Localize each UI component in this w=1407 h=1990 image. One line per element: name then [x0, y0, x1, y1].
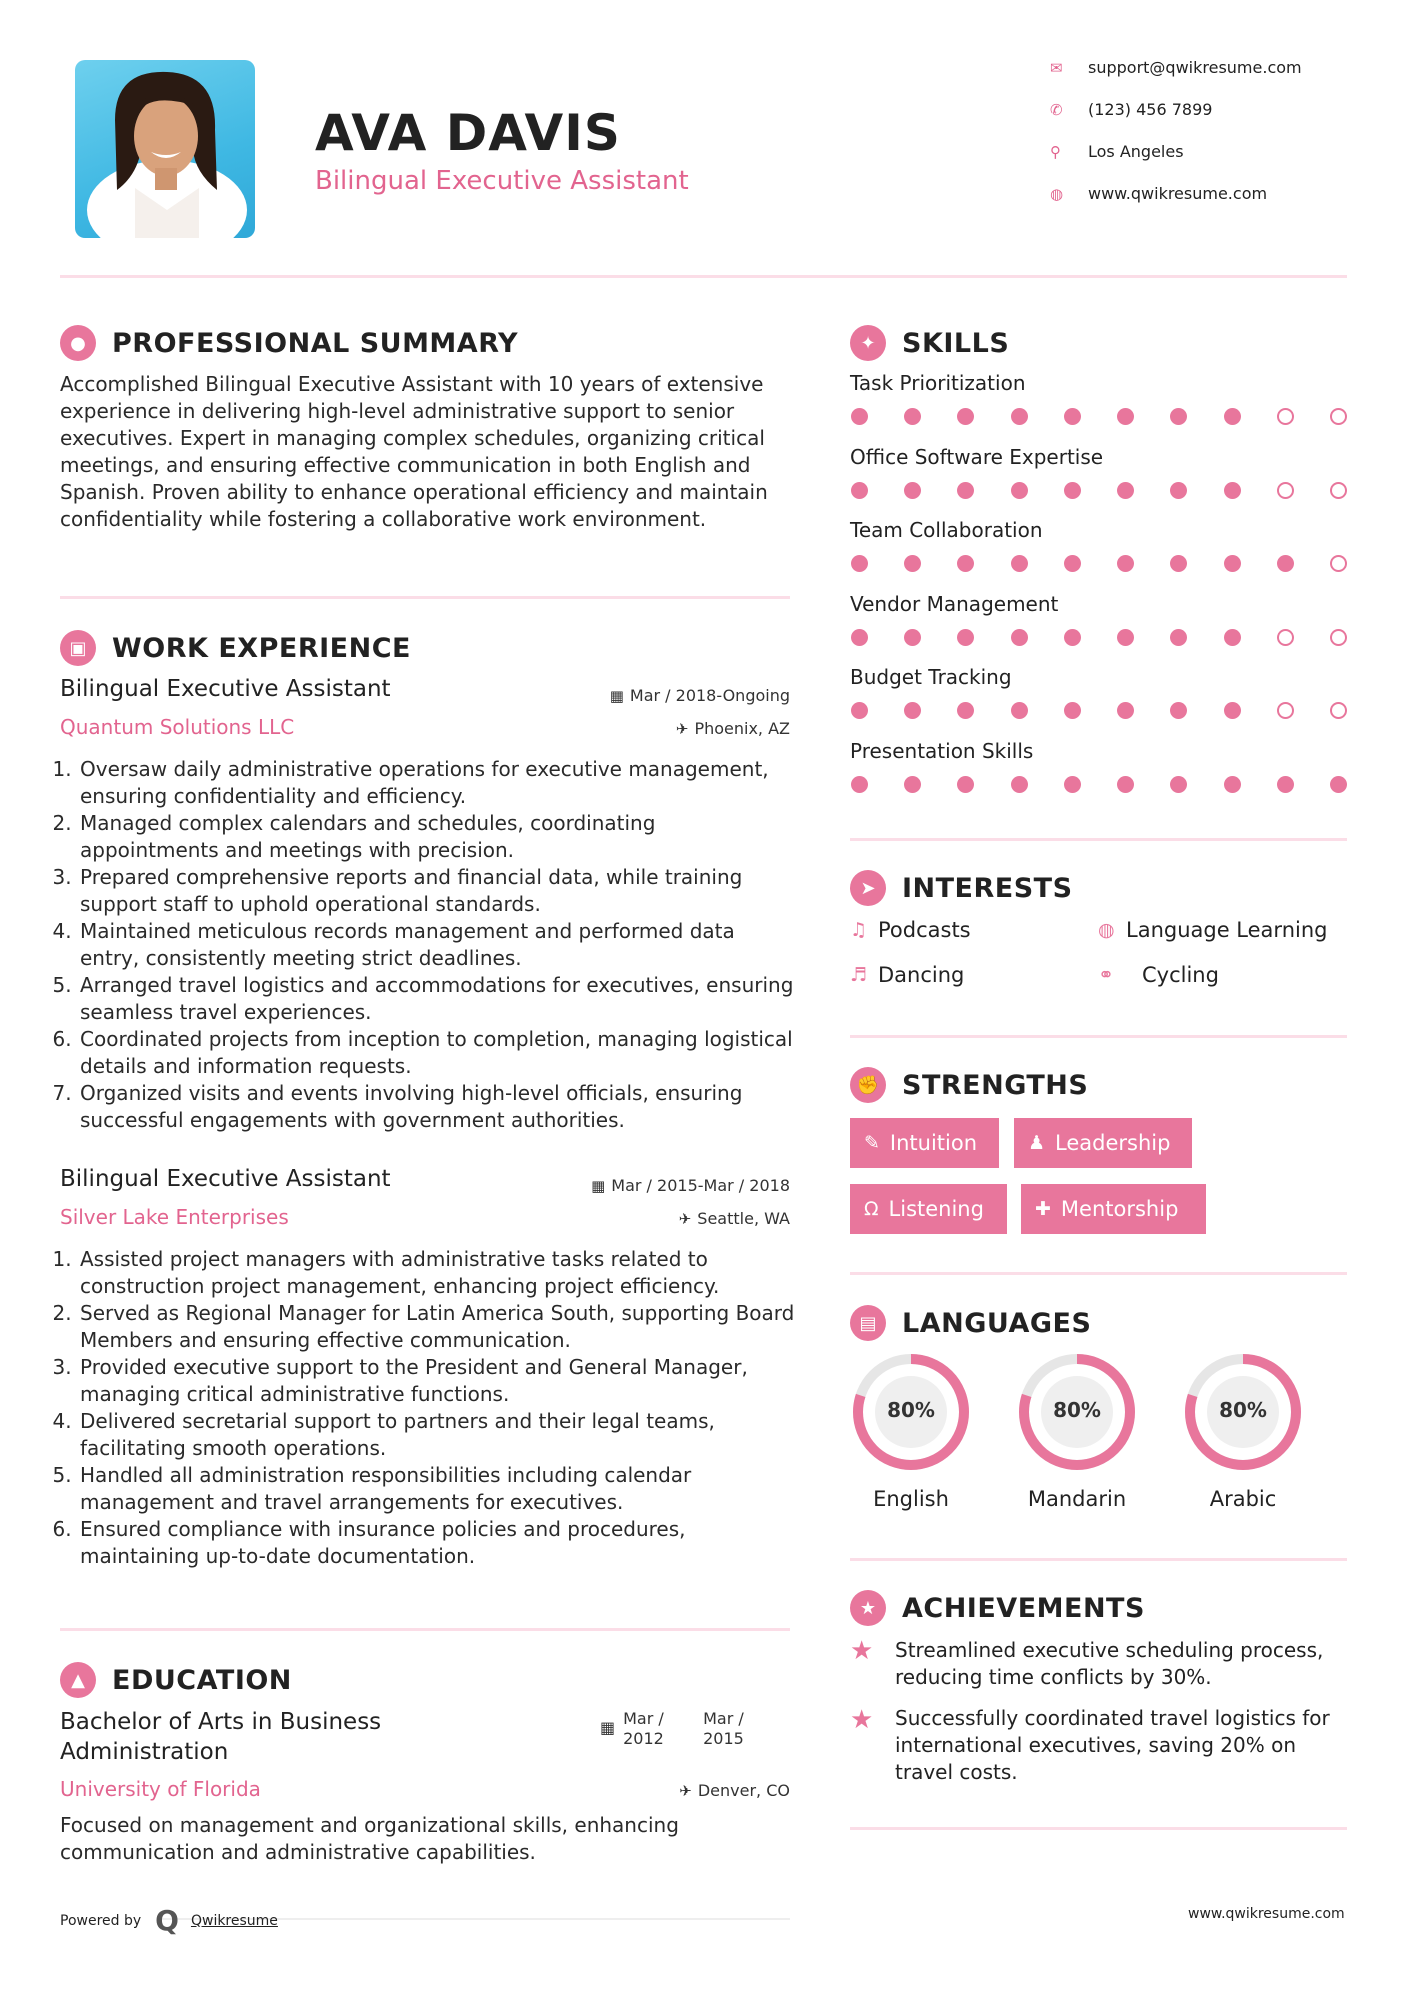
rating-dot-filled: [1117, 555, 1134, 572]
skill-name: Office Software Expertise: [850, 444, 1104, 469]
rating-dot-filled: [1117, 629, 1134, 646]
rating-dot-filled: [1170, 555, 1187, 572]
rating-dot-empty: [1277, 482, 1294, 499]
summary-header: ● PROFESSIONAL SUMMARY: [60, 325, 518, 361]
strengths-header: ✊ STRENGTHS: [850, 1067, 1088, 1103]
list-item: 4. Delivered secretarial support to partners and their legal teams, facilitating smooth operations.: [78, 1408, 798, 1462]
skill-rating: [851, 555, 1347, 572]
skill-name: Task Prioritization: [850, 371, 1026, 395]
fist-icon: ✊: [850, 1067, 886, 1103]
job-location: ✈ Phoenix, AZ: [675, 719, 790, 738]
rating-dot-filled: [904, 482, 921, 499]
school-name: University of Florida: [60, 1777, 261, 1801]
rating-dot-filled: [904, 408, 921, 425]
envelope-icon: ✉: [1050, 58, 1063, 77]
languages-header: ▤ LANGUAGES: [850, 1305, 1091, 1341]
job-bullets: [58, 1246, 798, 1570]
rating-dot-filled: [1170, 702, 1187, 719]
list-item: 2. Served as Regional Manager for Latin America South, supporting Board Members and ensuring effective communication.: [78, 1300, 798, 1354]
contact-website[interactable]: ◍ www.qwikresume.com: [1050, 184, 1268, 203]
rating-dot-filled: [1117, 482, 1134, 499]
rating-dot-filled: [1170, 408, 1187, 425]
rating-dot-filled: [1277, 555, 1294, 572]
strengths-divider: [850, 1272, 1347, 1275]
headphones-icon: Ω: [864, 1198, 879, 1220]
rating-dot-filled: [1011, 555, 1028, 572]
skill-name: Team Collaboration: [850, 518, 1043, 542]
education-text: Focused on management and organizational skills, enhancing communication and administrative capabilities.: [60, 1813, 679, 1864]
candidate-name: AVA DAVIS: [315, 104, 621, 162]
strength-chip: ✚ Mentorship: [1021, 1184, 1206, 1234]
skill-name: Presentation Skills: [850, 738, 1034, 763]
language-name: Arabic: [1209, 1487, 1277, 1511]
calendar-icon: ▦: [600, 1718, 616, 1737]
briefcase-icon: ▣: [60, 630, 96, 666]
pushpin-icon: ✈: [678, 1210, 692, 1228]
globe-icon: ◍: [1050, 184, 1064, 203]
list-item: 6. Coordinated projects from inception to completion, managing logistical details and information requests.: [78, 1026, 798, 1080]
contact-email[interactable]: ✉ support@qwikresume.com: [1050, 58, 1302, 77]
experience-divider: [60, 1628, 790, 1631]
interest-item: ◍ Language Learning: [1098, 918, 1328, 942]
interest-item: ⚭ Cycling: [1098, 963, 1219, 987]
rating-dot-empty: [1277, 702, 1294, 719]
globe-icon: ◍: [1098, 919, 1115, 941]
rating-dot-filled: [1011, 408, 1028, 425]
strength-chip: ♟ Leadership: [1014, 1118, 1192, 1168]
pushpin-icon: ✈: [679, 1782, 692, 1800]
rating-dot-filled: [904, 776, 921, 793]
rating-dot-filled: [851, 482, 868, 499]
paper-plane-icon: ➤: [850, 870, 886, 906]
skills-divider: [850, 838, 1347, 841]
rating-dot-empty: [1330, 408, 1347, 425]
list-item: 2. Managed complex calendars and schedules, coordinating appointments and meetings with precision.: [78, 810, 798, 864]
rating-dot-filled: [904, 555, 921, 572]
rating-dot-filled: [1224, 408, 1241, 425]
list-item: 3. Prepared comprehensive reports and financial data, while training support staff to uphold operational standards.: [78, 864, 798, 918]
star-icon: ★: [850, 1590, 886, 1626]
rating-dot-empty: [1277, 408, 1294, 425]
achievement-item: Successfully coordinated travel logistics for international executives, saving 20% on travel costs.: [895, 1706, 1330, 1784]
rating-dot-empty: [1330, 555, 1347, 572]
interest-item: ♬ Dancing: [850, 963, 965, 987]
rating-dot-filled: [1064, 776, 1081, 793]
summary-divider: [60, 596, 790, 599]
contact-phone[interactable]: ✆ (123) 456 7899: [1050, 100, 1213, 119]
footer-brand-link[interactable]: Qwikresume: [190, 1912, 278, 1929]
degree-title: Bachelor of Arts in Business Administration: [60, 1709, 382, 1765]
rating-dot-filled: [851, 555, 868, 572]
rating-dot-filled: [1170, 482, 1187, 499]
job-location: ✈ Seattle, WA: [678, 1209, 790, 1228]
language-percent: 80%: [887, 1398, 935, 1422]
language-percent: 80%: [1219, 1398, 1267, 1422]
skill-rating: [851, 408, 1347, 425]
header-divider: [60, 275, 1347, 278]
rating-dot-filled: [1011, 776, 1028, 793]
rating-dot-empty: [1330, 482, 1347, 499]
rating-dot-filled: [1117, 408, 1134, 425]
education-header: ▲ EDUCATION: [60, 1662, 292, 1698]
interest-item: ♫ Podcasts: [850, 918, 971, 942]
rating-dot-filled: [851, 702, 868, 719]
map-pin-icon: ⚲: [1050, 142, 1061, 161]
qwikresume-logo-icon: Q: [155, 1904, 179, 1937]
rating-dot-filled: [957, 555, 974, 572]
summary-text: Accomplished Bilingual Executive Assistant with 10 years of extensive experience in delivering high-level administrative support to senior executives. Expert in managing complex schedules, organizing critical meetings, and ensuring effective communication in both English and Spanish. Proven ability to enhance operational efficiency and maintain confidentiality while fostering a collaborative work environment.: [60, 372, 768, 531]
list-item: 5. Handled all administration responsibilities including calendar management and travel arrangements for executives.: [78, 1462, 798, 1516]
language-percent: 80%: [1053, 1398, 1101, 1422]
calendar-icon: ▦: [609, 687, 624, 705]
profile-photo: [75, 60, 255, 238]
list-item: 7. Organized visits and events involving high-level officials, ensuring successful engagements with government authorities.: [78, 1080, 798, 1134]
list-item: 6. Ensured compliance with insurance policies and procedures, maintaining up-to-date documentation.: [78, 1516, 798, 1570]
strength-chip: ✎ Intuition: [850, 1118, 999, 1168]
list-item: 5. Arranged travel logistics and accommodations for executives, ensuring seamless travel experiences.: [78, 972, 798, 1026]
candidate-role: Bilingual Executive Assistant: [315, 166, 689, 196]
rating-dot-filled: [851, 408, 868, 425]
education-location: ✈ Denver, CO: [679, 1781, 790, 1800]
list-item: 3. Provided executive support to the President and General Manager, managing critical administrative functions.: [78, 1354, 798, 1408]
rating-dot-filled: [1117, 776, 1134, 793]
language-name: Mandarin: [1027, 1487, 1127, 1511]
rating-dot-filled: [1170, 776, 1187, 793]
list-item: 1. Oversaw daily administrative operations for executive management, ensuring confidentiality and efficiency.: [78, 756, 798, 810]
language-ring: [849, 1350, 973, 1474]
pushpin-icon: ✈: [675, 720, 689, 738]
list-item: 1. Assisted project managers with administrative tasks related to construction project management, enhancing project efficiency.: [78, 1246, 798, 1300]
rating-dot-filled: [957, 776, 974, 793]
achievement-item: Streamlined executive scheduling process, reducing time conflicts by 30%.: [895, 1638, 1324, 1689]
job-title: Bilingual Executive Assistant: [60, 1166, 391, 1192]
contact-location: ⚲ Los Angeles: [1050, 142, 1184, 161]
rating-dot-filled: [1277, 776, 1294, 793]
skill-rating: [851, 482, 1347, 499]
graduation-icon: ▲: [60, 1662, 96, 1698]
rating-dot-filled: [1224, 776, 1241, 793]
rating-dot-filled: [1224, 482, 1241, 499]
company-name: Silver Lake Enterprises: [60, 1205, 289, 1229]
magic-wand-icon: ✎: [864, 1132, 880, 1154]
microphone-icon: ♫: [850, 919, 868, 941]
job-date: ▦ Mar / 2015-Mar / 2018: [591, 1176, 790, 1195]
strength-chip: Ω Listening: [850, 1184, 1007, 1234]
rating-dot-empty: [1277, 629, 1294, 646]
calendar-icon: ▦: [591, 1177, 606, 1195]
users-icon: ♟: [1028, 1132, 1046, 1154]
skills-header: ✦ SKILLS: [850, 325, 1009, 361]
skill-rating: [851, 776, 1347, 793]
skill-rating: [851, 702, 1347, 719]
rating-dot-filled: [851, 629, 868, 646]
rating-dot-filled: [1170, 629, 1187, 646]
lightbulb-icon: ✦: [850, 325, 886, 361]
rating-dot-filled: [957, 702, 974, 719]
footer-site[interactable]: www.qwikresume.com: [1188, 1906, 1345, 1922]
phone-icon: ✆: [1050, 100, 1063, 119]
languages-divider: [850, 1558, 1347, 1561]
star-icon: ★: [850, 1636, 874, 1666]
rating-dot-filled: [1224, 629, 1241, 646]
education-dates: ▦ Mar / 2012 Mar / 2015: [600, 1709, 744, 1748]
rating-dot-empty: [1330, 702, 1347, 719]
achievements-divider: [850, 1827, 1347, 1830]
star-icon: ★: [850, 1705, 874, 1735]
job-title: Bilingual Executive Assistant: [60, 676, 391, 702]
rating-dot-filled: [1011, 702, 1028, 719]
language-name: English: [873, 1487, 949, 1511]
music-note-icon: ♬: [850, 964, 868, 986]
interests-header: ➤ INTERESTS: [850, 870, 1073, 906]
language-ring: [1181, 1350, 1305, 1474]
rating-dot-filled: [1064, 629, 1081, 646]
experience-header: ▣ WORK EXPERIENCE: [60, 630, 411, 666]
rating-dot-filled: [904, 702, 921, 719]
user-icon: ●: [60, 325, 96, 361]
rating-dot-filled: [957, 408, 974, 425]
rating-dot-filled: [1330, 776, 1347, 793]
rating-dot-filled: [1224, 702, 1241, 719]
language-card-icon: ▤: [850, 1305, 886, 1341]
skill-name: Budget Tracking: [850, 665, 1012, 689]
rating-dot-filled: [1011, 482, 1028, 499]
job-bullets: [58, 756, 798, 1134]
company-name: Quantum Solutions LLC: [60, 715, 295, 739]
rating-dot-empty: [1330, 629, 1347, 646]
rating-dot-filled: [1011, 629, 1028, 646]
achievements-header: ★ ACHIEVEMENTS: [850, 1590, 1145, 1626]
skill-name: Vendor Management: [850, 591, 1059, 616]
footer-powered-by: Powered by Q Qwikresume: [60, 1904, 278, 1937]
rating-dot-filled: [1117, 702, 1134, 719]
rating-dot-filled: [1064, 702, 1081, 719]
interests-divider: [850, 1035, 1347, 1038]
rating-dot-filled: [1064, 482, 1081, 499]
rating-dot-filled: [957, 629, 974, 646]
list-item: 4. Maintained meticulous records management and performed data entry, consistently meeting strict deadlines.: [78, 918, 798, 972]
job-date: ▦ Mar / 2018-Ongoing: [609, 686, 790, 705]
rating-dot-filled: [1064, 408, 1081, 425]
rating-dot-filled: [851, 776, 868, 793]
bicycle-icon: ⚭: [1098, 964, 1114, 986]
rating-dot-filled: [904, 629, 921, 646]
skill-rating: [851, 629, 1347, 646]
rating-dot-filled: [1064, 555, 1081, 572]
rating-dot-filled: [1224, 555, 1241, 572]
rating-dot-filled: [957, 482, 974, 499]
language-ring: [1015, 1350, 1139, 1474]
user-plus-icon: ✚: [1035, 1198, 1051, 1220]
